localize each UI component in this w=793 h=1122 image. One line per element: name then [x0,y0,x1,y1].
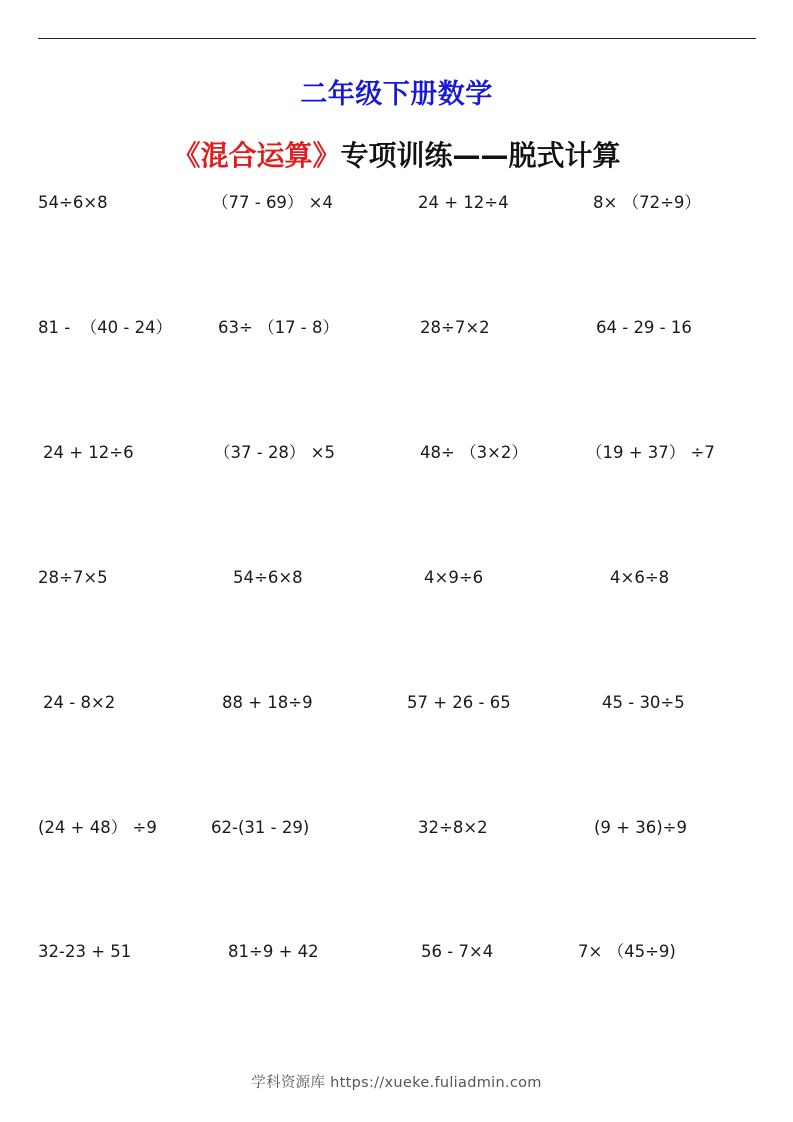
problem-item: 4×6÷8 [610,568,670,587]
subtitle-topic: 《混合运算》 [172,139,341,172]
problem-item: (24 + 48） ÷9 [38,818,157,837]
page-subtitle [0,134,793,174]
problem-item: 54÷6×8 [233,568,303,587]
problem-item: 54÷6×8 [38,193,108,212]
problem-item: 24 - 8×2 [43,693,116,712]
problem-item: 32÷8×2 [418,818,488,837]
problem-item: (9 + 36)÷9 [594,818,688,837]
problem-item: （19 + 37） ÷7 [586,443,715,462]
problem-item: 45 - 30÷5 [602,693,685,712]
problem-item: （37 - 28） ×5 [214,443,336,462]
problem-item: 24 + 12÷4 [418,193,509,212]
problem-item: 81 - （40 - 24） [38,318,173,337]
top-rule [38,38,756,39]
subtitle-exercise-type: 专项训练——脱式计算 [340,139,621,172]
problem-item: 64 - 29 - 16 [596,318,692,337]
problem-item: （77 - 69） ×4 [212,193,334,212]
problem-item: 4×9÷6 [424,568,484,587]
problem-item: 28÷7×5 [38,568,108,587]
problem-item: 24 + 12÷6 [43,443,134,462]
problem-item: 28÷7×2 [420,318,490,337]
problem-item: 63÷ （17 - 8） [218,318,340,337]
problem-item: 56 - 7×4 [421,942,494,961]
problem-item: 7× （45÷9) [578,942,676,961]
problem-item: 88 + 18÷9 [222,693,313,712]
problem-item: 81÷9 + 42 [228,942,319,961]
footer-source: 学科资源库 https://xueke.fuliadmin.com [251,1075,542,1091]
page-title: 二年级下册数学 [300,79,493,110]
problem-item: 62-(31 - 29) [211,818,310,837]
problem-item: 8× （72÷9） [593,193,701,212]
problem-item: 57 + 26 - 65 [407,693,511,712]
problem-item: 48÷ （3×2） [420,443,528,462]
problem-item: 32-23 + 51 [38,942,132,961]
